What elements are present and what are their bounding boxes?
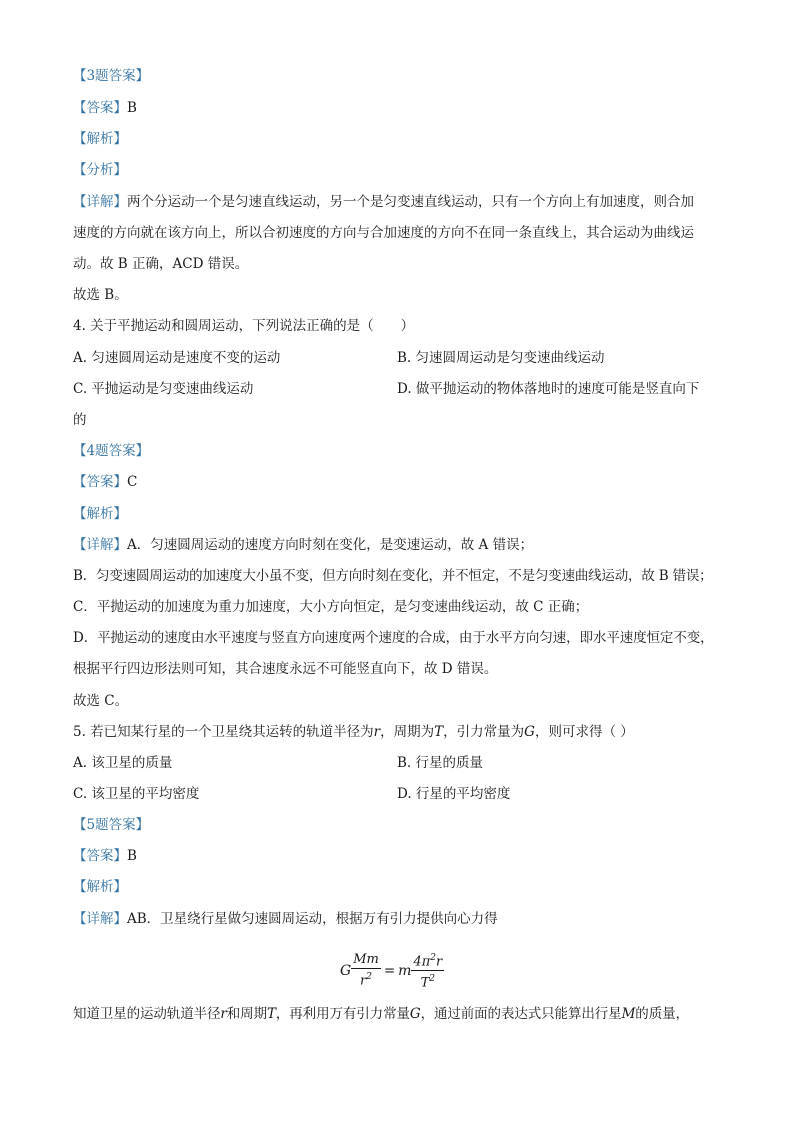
q5-option-a: A. 该卫星的质量 [73,755,173,771]
formula-T: T [420,975,430,991]
answer-tag: 【答案】 [73,474,127,490]
stem-text: ，周期为 [380,724,435,740]
formula-rhs-fraction [411,950,444,992]
detail-text: AB．卫星绕行星做匀速圆周运动，根据万有引力提供向心力得 [127,911,498,927]
formula-r: r [435,954,443,970]
q3-detail-line-3: 动。故 B 正确，ACD 错误。 [73,256,249,272]
gravitation-formula [340,950,460,990]
detail-text: A．匀速圆周运动的速度方向时刻在变化，是变速运动，故 A 错误； [127,537,534,553]
stem-text: ，引力常量为 [443,724,525,740]
formula-r: r [360,973,367,989]
var-T: T [266,1006,276,1022]
text: ，再利用万有引力常量 [275,1006,410,1022]
q5-stem [73,722,634,742]
q3-answer [73,98,137,118]
var-T: T [434,724,444,740]
q5-detail-ab [73,909,498,929]
answer-tag: 【答案】 [73,100,127,116]
q4-jiexi-tag: 【解析】 [73,506,127,522]
stem-text: 5. 若已知某行星的一个卫星绕其运转的轨道半径为 [73,724,374,740]
text: 知道卫星的运动轨道半径 [73,1006,221,1022]
q4-answer-header: 【4题答案】 [73,443,150,459]
q3-answer-header: 【3题答案】 [73,68,150,84]
q4-detail-a [73,535,533,555]
formula-rhs-denominator [411,971,444,991]
q5-option-b: B. 行星的质量 [397,755,484,771]
q4-detail-d-line-2: 根据平行四边形法则可知，其合速度永远不可能竖直向下，故 D 错误。 [73,661,498,677]
answer-value: C [127,474,138,490]
formula-lhs-numerator: Mm [353,952,379,968]
detail-text: 两个分运动一个是匀速直线运动，另一个是匀变速直线运动，只有一个方向上有加速度，则合加 [127,194,694,210]
answer-value: B [127,100,137,116]
stem-text: ，则可求得（ ） [534,724,634,740]
q4-detail-c: C．平抛运动的加速度为重力加速度，大小方向恒定，是匀变速曲线运动，故 C 正确； [73,599,589,615]
answer-tag: 【答案】 [73,848,127,864]
text: ，通过前面的表达式只能算出行星 [420,1006,622,1022]
q3-jiexi-tag: 【解析】 [73,131,127,147]
formula-rhs-numerator [411,950,444,971]
formula-m: m [398,962,412,979]
q3-detail-line-2: 速度的方向就在该方向上，所以合初速度的方向与合加速度的方向不在同一条直线上，其合运动为曲线运 [73,225,694,241]
text: 的质量， [635,1006,689,1022]
formula-4pi: 4π [413,954,431,970]
var-G: G [409,1006,421,1022]
detail-tag: 【详解】 [73,194,127,210]
q5-answer-header: 【5题答案】 [73,817,150,833]
q4-option-d: D. 做平抛运动的物体落地时的速度可能是竖直向下 [397,381,700,397]
detail-tag: 【详解】 [73,537,127,553]
answer-value: B [127,848,137,864]
var-G: G [524,724,535,740]
q4-conclusion: 故选 C。 [73,693,129,709]
q5-answer [73,846,137,866]
formula-equals: = [383,962,396,979]
q4-answer [73,472,137,492]
q4-detail-b: B．匀变速圆周运动的加速度大小虽不变，但方向时刻在变化，并不恒定，不是匀变速曲线运动，故 B 错误； [73,568,713,584]
q5-option-c: C. 该卫星的平均密度 [73,786,200,802]
text: 和周期 [226,1006,267,1022]
formula-exp: 2 [429,974,436,985]
q4-stem: 4. 关于平抛运动和圆周运动，下列说法正确的是（ ） [73,318,415,334]
q4-option-a: A. 匀速圆周运动是速度不变的运动 [73,350,281,366]
q4-option-d-continued: 的 [73,412,87,428]
q4-option-c: C. 平抛运动是匀变速曲线运动 [73,381,254,397]
q5-jiexi-tag: 【解析】 [73,879,127,895]
formula-lhs-fraction [351,952,381,989]
var-M: M [621,1006,636,1022]
q3-fenxi-tag: 【分析】 [73,162,127,178]
formula-exp: 2 [430,953,436,963]
var-r: r [373,724,381,740]
q4-option-b: B. 匀速圆周运动是匀变速曲线运动 [397,350,605,366]
formula-G: G [340,962,352,979]
formula-lhs-denominator [351,969,381,989]
formula-exp: 2 [366,972,372,983]
q3-conclusion: 故选 B。 [73,287,128,303]
q4-detail-d-line-1: D．平抛运动的速度由水平速度与竖直方向速度两个速度的合成，由于水平方向匀速，即水平速度恒定不变， [73,630,714,646]
var-r: r [220,1006,227,1022]
detail-tag: 【详解】 [73,911,127,927]
q5-option-d: D. 行星的平均密度 [397,786,511,802]
q5-last-line [73,1004,689,1024]
q3-detail-line-1 [73,192,694,212]
